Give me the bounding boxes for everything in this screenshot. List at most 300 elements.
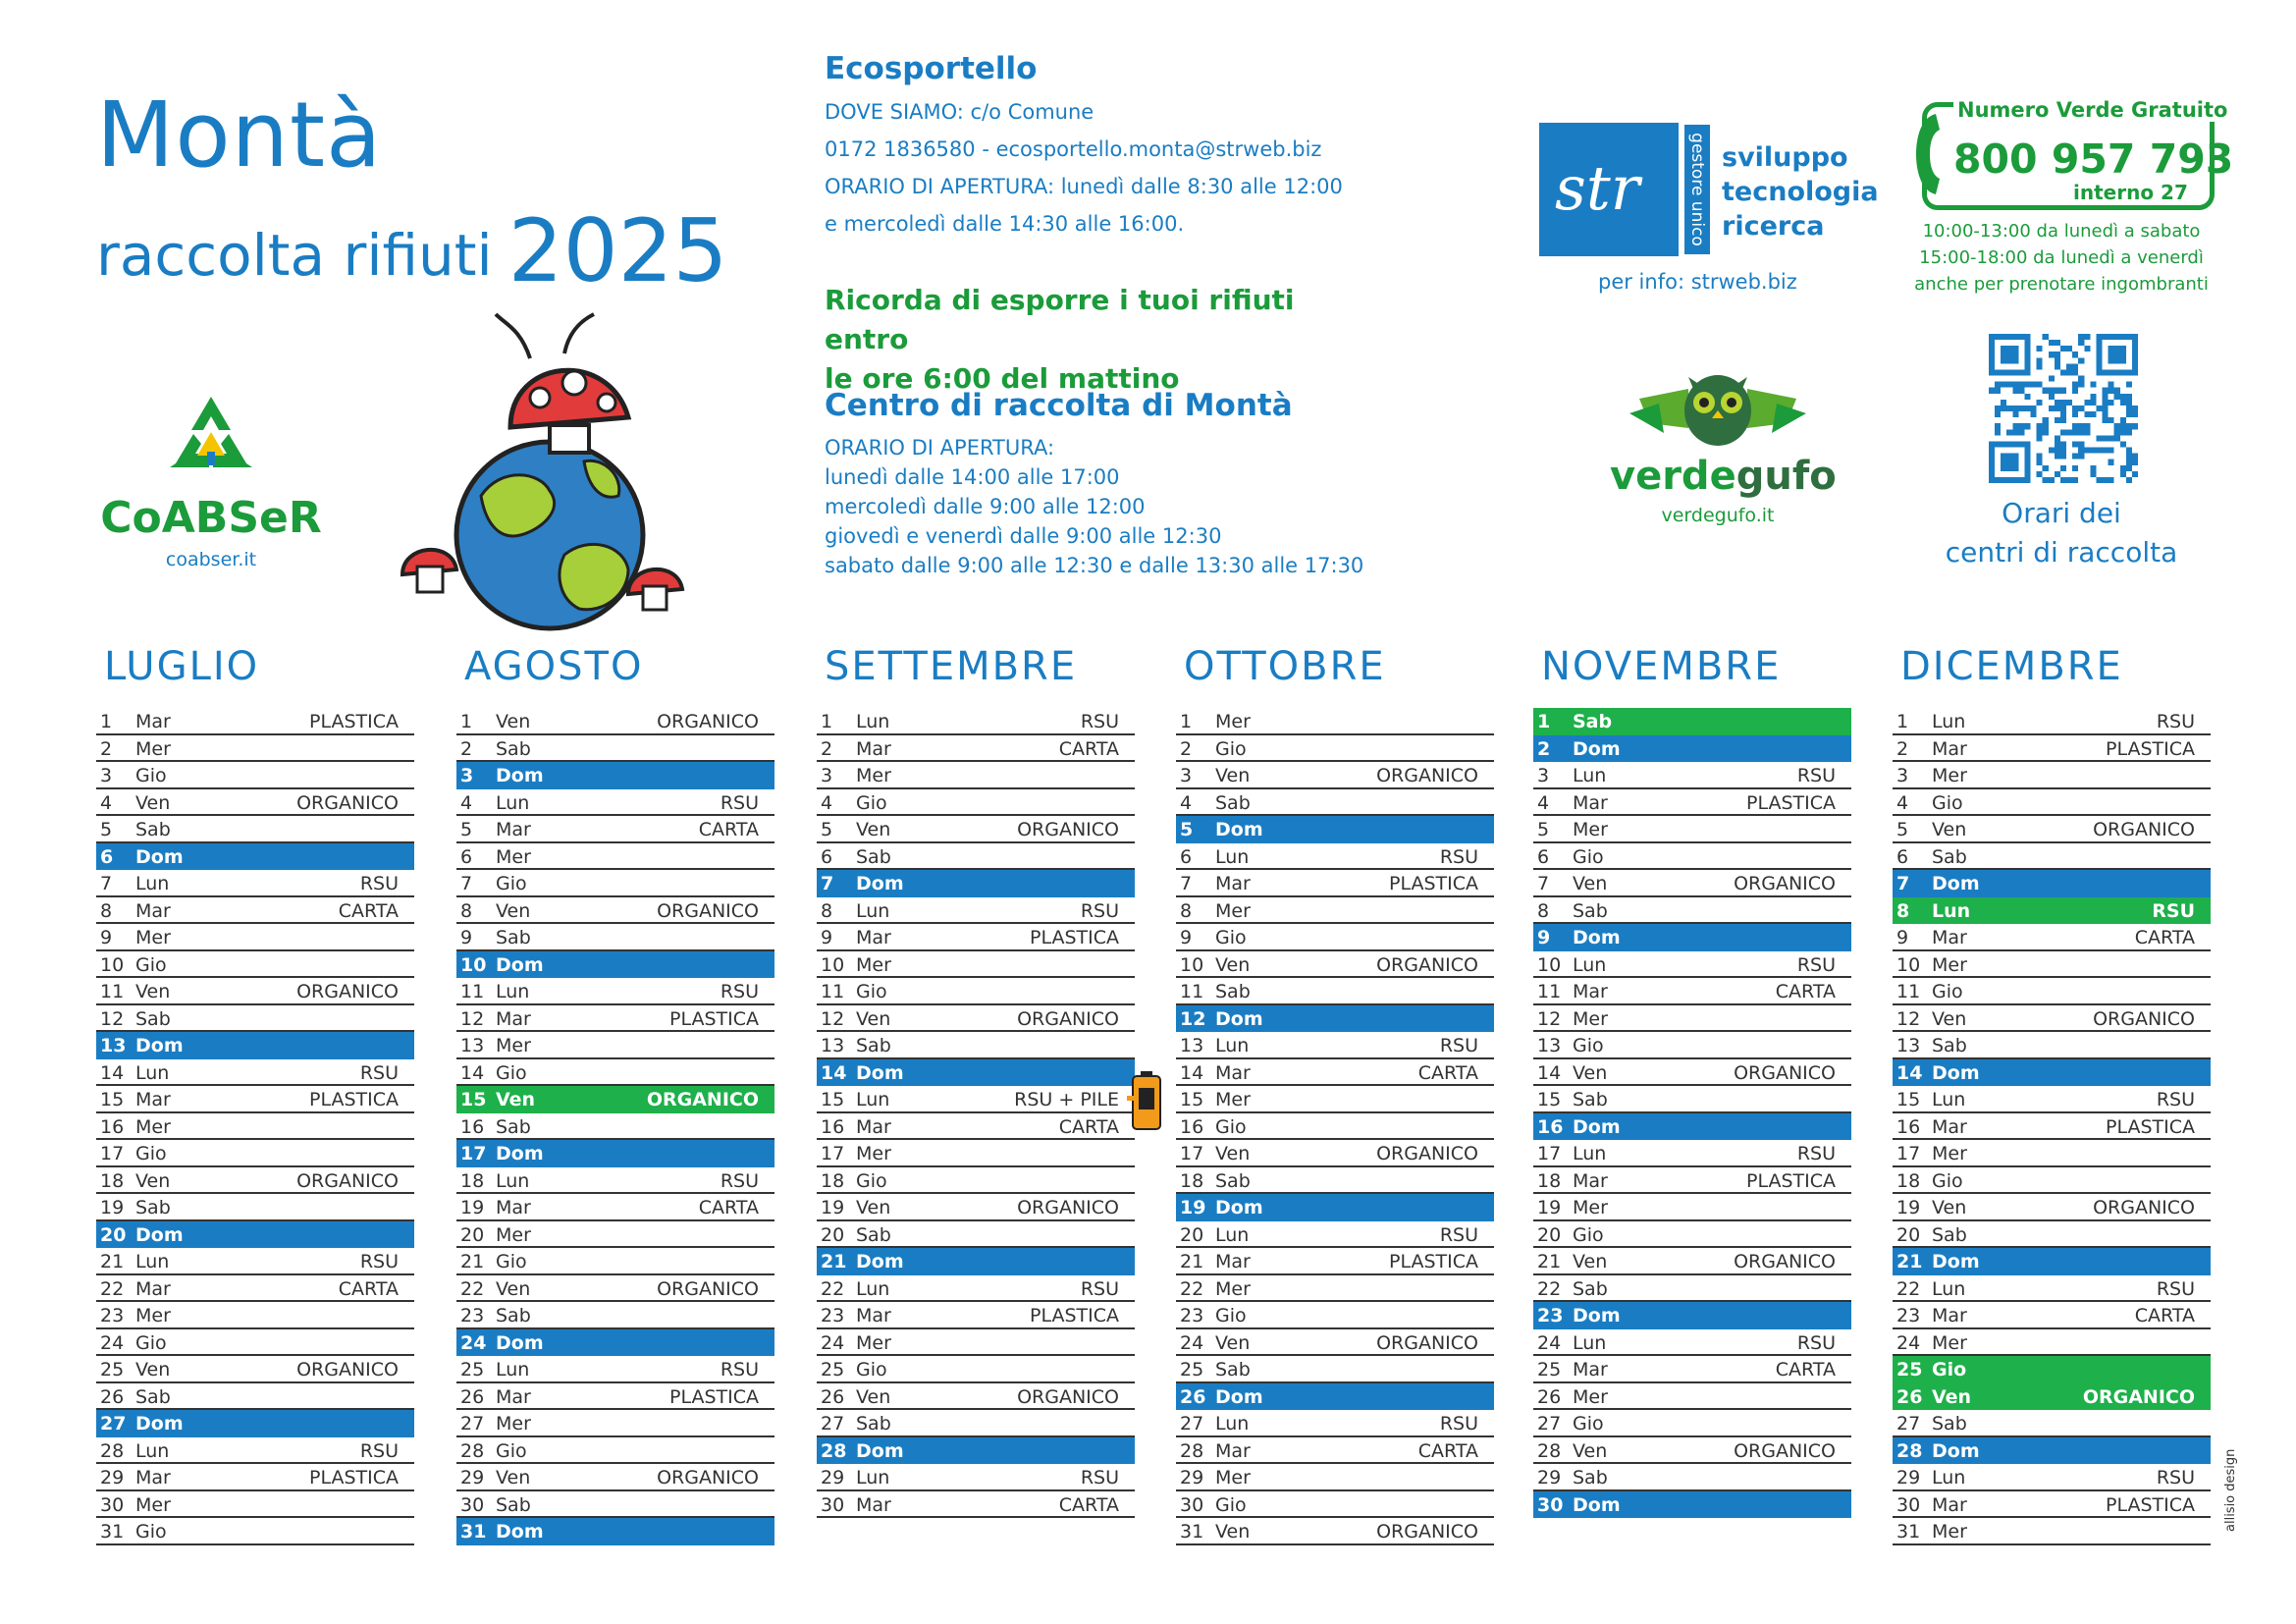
day-row (1176, 1302, 1494, 1329)
day-name: Mar (1215, 1439, 1251, 1462)
day-name: Ven (496, 1089, 536, 1110)
day-number: 1 (100, 711, 113, 732)
collection-type: ORGANICO (1017, 1197, 1119, 1218)
qr-module (2072, 454, 2078, 460)
day-name: Mer (1573, 1007, 1608, 1030)
day-row (96, 843, 414, 871)
qr-module (2090, 394, 2096, 400)
day-row (1533, 1437, 1851, 1465)
day-number: 21 (821, 1251, 847, 1272)
day-number: 3 (1180, 765, 1193, 786)
qr-module (2090, 382, 2096, 388)
qr-module (2103, 477, 2109, 483)
day-name: Mar (856, 927, 891, 948)
day-row (1176, 1329, 1494, 1357)
battery-icon (1127, 1070, 1166, 1133)
day-row (1893, 1437, 2211, 1465)
day-number: 19 (821, 1197, 845, 1218)
month-name: OTTOBRE (1184, 644, 1386, 689)
day-number: 9 (1537, 927, 1551, 948)
day-row (817, 1005, 1135, 1033)
qr-module (2109, 460, 2114, 465)
day-name: Mar (1215, 1061, 1251, 1084)
day-name: Dom (1932, 1251, 1980, 1272)
qr-module (2066, 429, 2072, 435)
day-number: 20 (1896, 1223, 1921, 1246)
day-row (456, 735, 774, 763)
day-row (817, 708, 1135, 735)
day-number: 4 (821, 791, 833, 814)
qr-module (2049, 352, 2055, 357)
day-name: Sab (1573, 711, 1613, 732)
day-row (1176, 1140, 1494, 1167)
day-name: Mer (1573, 1197, 1608, 1218)
str-word: ricerca (1722, 211, 1825, 242)
day-row (1176, 1491, 1494, 1519)
collection-type: RSU (1080, 899, 1119, 922)
day-number: 14 (460, 1061, 485, 1084)
day-name: Gio (496, 873, 527, 894)
day-name: Lun (856, 1467, 890, 1489)
day-number: 20 (460, 1223, 485, 1246)
qr-module (1995, 429, 2001, 435)
day-name: Mer (1932, 953, 1967, 976)
collection-type: RSU (1439, 1413, 1478, 1435)
day-number: 8 (100, 899, 113, 922)
day-row (1176, 1086, 1494, 1113)
day-name: Ven (1215, 765, 1251, 786)
day-row (96, 1356, 414, 1383)
day-name: Mar (135, 1467, 171, 1489)
day-row (817, 843, 1135, 871)
day-name: Dom (135, 1223, 184, 1246)
verdegufo-link[interactable]: verdegufo.it (1661, 505, 1775, 526)
day-number: 10 (1896, 953, 1921, 976)
day-name: Sab (1215, 981, 1251, 1002)
day-row (1533, 1059, 1851, 1087)
str-logo-box (1539, 123, 1679, 256)
day-name: Sab (1573, 899, 1608, 922)
qr-module (2084, 334, 2090, 340)
day-name: Dom (1215, 1197, 1263, 1218)
day-row (817, 762, 1135, 789)
day-name: Ven (1573, 1061, 1608, 1084)
day-name: Dom (1573, 1305, 1621, 1326)
day-number: 20 (100, 1223, 127, 1246)
qr-module (2055, 448, 2060, 454)
day-name: Lun (135, 1061, 170, 1084)
day-name: Lun (1573, 1331, 1607, 1354)
day-number: 21 (460, 1251, 485, 1272)
qr-label (1934, 494, 2189, 572)
collection-type: CARTA (1417, 1061, 1478, 1084)
day-row (1533, 951, 1851, 979)
day-number: 31 (100, 1521, 125, 1543)
day-name: Gio (135, 1521, 167, 1543)
day-name: Mer (496, 1223, 531, 1246)
day-row (456, 1113, 774, 1141)
qr-module (2072, 441, 2078, 447)
day-name: Ven (1932, 1197, 1967, 1218)
day-row (96, 1410, 414, 1437)
day-name: Lun (1215, 1413, 1250, 1435)
qr-module (2060, 388, 2066, 394)
qr-finder (2109, 346, 2126, 363)
qr-module (2126, 454, 2132, 460)
qr-module (2037, 357, 2043, 363)
day-row (96, 1032, 414, 1059)
collection-type: PLASTICA (2105, 1493, 2195, 1516)
day-row (817, 1194, 1135, 1221)
day-number: 29 (460, 1467, 485, 1489)
qr-finder (2001, 346, 2018, 363)
owl-icon (1620, 369, 1816, 448)
day-row (96, 1518, 414, 1545)
day-number: 3 (460, 765, 474, 786)
day-number: 24 (1896, 1331, 1921, 1354)
qr-module (2018, 382, 2024, 388)
day-number: 22 (821, 1277, 845, 1300)
qr-module (2012, 406, 2018, 411)
collection-type: ORGANICO (657, 1277, 759, 1300)
day-row (456, 1437, 774, 1465)
day-name: Sab (856, 845, 891, 868)
qr-module (2012, 388, 2018, 394)
qr-module (2060, 477, 2066, 483)
qr-module (2012, 382, 2018, 388)
day-row (1893, 1194, 2211, 1221)
day-row (456, 870, 774, 897)
qr-module (2018, 406, 2024, 411)
day-number: 18 (1537, 1169, 1562, 1192)
collection-type: RSU (359, 1061, 399, 1084)
day-row (1533, 1383, 1851, 1411)
day-number: 20 (821, 1223, 845, 1246)
collection-type: ORGANICO (296, 981, 399, 1002)
day-row (96, 1113, 414, 1141)
day-number: 28 (821, 1439, 847, 1462)
day-row (817, 1032, 1135, 1059)
qr-module (2132, 411, 2138, 417)
centro-hours-line: mercoledì dalle 9:00 alle 12:00 (825, 495, 1146, 518)
numero-verde-hours (1904, 218, 2218, 298)
qr-module (2055, 441, 2060, 447)
day-name: Gio (1215, 1493, 1247, 1516)
day-number: 5 (100, 819, 113, 840)
day-row (817, 1302, 1135, 1329)
collection-type: ORGANICO (296, 1359, 399, 1380)
day-name: Ven (1573, 873, 1608, 894)
day-row (1533, 1032, 1851, 1059)
day-number: 12 (1896, 1007, 1921, 1030)
day-number: 30 (1537, 1493, 1564, 1516)
day-row (1533, 1248, 1851, 1275)
day-name: Ven (1573, 1251, 1608, 1272)
day-number: 7 (460, 873, 473, 894)
day-row (456, 1194, 774, 1221)
day-name: Sab (1215, 791, 1251, 814)
collection-type: ORGANICO (1734, 1061, 1836, 1084)
collection-type: CARTA (698, 1197, 759, 1218)
qr-module (2078, 376, 2084, 382)
day-name: Dom (496, 1143, 544, 1164)
qr-module (2055, 406, 2060, 411)
collection-type: ORGANICO (2093, 1007, 2195, 1030)
day-row (96, 1248, 414, 1275)
day-number: 1 (460, 711, 473, 732)
qr-module (2055, 388, 2060, 394)
qr-module (2055, 400, 2060, 406)
day-row (817, 1329, 1135, 1357)
qr-module (2060, 454, 2066, 460)
day-row (96, 1059, 414, 1087)
day-number: 11 (460, 981, 485, 1002)
day-name: Gio (1215, 927, 1247, 948)
verdegufo-name (1610, 454, 1837, 499)
day-row (96, 708, 414, 735)
ecosportello-contact[interactable]: 0172 1836580 - ecosportello.monta@strweb.biz (825, 137, 1322, 161)
day-row (96, 762, 414, 789)
collection-type: PLASTICA (308, 1089, 399, 1110)
day-row (96, 1383, 414, 1411)
day-name: Dom (1932, 1439, 1980, 1462)
day-number: 21 (1180, 1251, 1204, 1272)
day-number: 31 (460, 1521, 487, 1543)
day-row (96, 1275, 414, 1303)
qr-module (2043, 423, 2049, 429)
day-name: Mar (135, 899, 171, 922)
day-name: Gio (496, 1439, 527, 1462)
day-row (1533, 1005, 1851, 1033)
day-number: 3 (1896, 765, 1909, 786)
day-number: 13 (460, 1035, 485, 1056)
qr-module (2126, 448, 2132, 454)
day-name: Ven (135, 1359, 171, 1380)
day-name: Gio (135, 1331, 167, 1354)
day-name: Dom (1215, 819, 1263, 840)
collection-type: ORGANICO (1734, 1439, 1836, 1462)
qr-module (2126, 394, 2132, 400)
day-number: 10 (821, 953, 845, 976)
day-row (1533, 1329, 1851, 1357)
day-name: Ven (856, 1385, 891, 1408)
day-number: 15 (1896, 1089, 1921, 1110)
day-number: 2 (460, 737, 473, 760)
qr-module (2043, 429, 2049, 435)
day-row (1893, 1518, 2211, 1545)
day-row (1176, 1005, 1494, 1033)
day-number: 5 (1180, 819, 1194, 840)
day-name: Gio (135, 1143, 167, 1164)
verdegufo-logo (1610, 369, 1837, 526)
day-row (456, 1329, 774, 1357)
qr-module (2037, 435, 2043, 441)
day-number: 22 (1537, 1277, 1562, 1300)
day-row (1176, 1437, 1494, 1465)
qr-module (2090, 465, 2096, 471)
day-name: Lun (1215, 1035, 1250, 1056)
qr-module (2060, 417, 2066, 423)
day-number: 15 (1180, 1089, 1204, 1110)
collection-type: RSU (1439, 1035, 1478, 1056)
day-row (1533, 843, 1851, 871)
qr-module (2126, 400, 2132, 406)
collection-type: RSU (720, 791, 759, 814)
qr-module (2109, 400, 2114, 406)
collection-type: PLASTICA (1029, 1305, 1119, 1326)
collection-type: ORGANICO (296, 1169, 399, 1192)
day-name: Mer (1215, 1089, 1251, 1110)
subtitle (96, 200, 728, 301)
qr-label-line: Orari dei (2002, 497, 2121, 529)
day-row (1176, 1113, 1494, 1141)
str-word: sviluppo (1722, 142, 1848, 173)
day-number: 15 (100, 1089, 125, 1110)
qr-module (2072, 352, 2078, 357)
reminder-line-2: le ore 6:00 del mattino (825, 362, 1180, 395)
qr-module (2043, 417, 2049, 423)
collection-type: RSU (359, 1251, 399, 1272)
day-row (456, 1275, 774, 1303)
qr-label-line: centri di raccolta (1945, 536, 2178, 568)
day-row (456, 1221, 774, 1249)
day-row (1893, 870, 2211, 897)
day-name: Ven (1932, 1007, 1967, 1030)
day-name: Sab (496, 737, 531, 760)
qr-module (2109, 382, 2114, 388)
day-name: Ven (496, 899, 531, 922)
day-number: 16 (1896, 1115, 1921, 1138)
day-row (817, 1113, 1135, 1141)
str-info-link[interactable]: per info: strweb.biz (1598, 270, 1797, 294)
day-number: 12 (100, 1007, 125, 1030)
qr-module (2037, 363, 2043, 369)
ecosportello-info (825, 51, 1453, 236)
nv-hours-line: anche per prenotare ingombranti (1914, 274, 2209, 295)
qr-module (2109, 448, 2114, 454)
day-number: 19 (1180, 1197, 1206, 1218)
day-name: Gio (856, 981, 887, 1002)
day-row (1176, 924, 1494, 951)
day-name: Dom (1573, 1493, 1621, 1516)
day-number: 24 (821, 1331, 845, 1354)
day-row (1176, 1248, 1494, 1275)
day-name: Lun (856, 1277, 890, 1300)
qr-module (2043, 388, 2049, 394)
collection-type: ORGANICO (1734, 873, 1836, 894)
day-row (1893, 1140, 2211, 1167)
day-name: Ven (1215, 1331, 1251, 1354)
day-name: Gio (1932, 791, 1963, 814)
day-row (1893, 951, 2211, 979)
day-name: Sab (856, 1413, 891, 1435)
collection-type: RSU (1080, 1277, 1119, 1300)
day-row (96, 1005, 414, 1033)
day-name: Sab (496, 927, 531, 948)
day-name: Mer (135, 927, 171, 948)
day-row (96, 870, 414, 897)
day-number: 16 (100, 1115, 125, 1138)
day-number: 18 (821, 1169, 845, 1192)
collection-type: ORGANICO (646, 1089, 759, 1110)
collection-type: ORGANICO (1376, 1331, 1478, 1354)
day-name: Mer (135, 1115, 171, 1138)
day-name: Lun (496, 981, 530, 1002)
qr-module (2114, 435, 2120, 441)
day-row (817, 735, 1135, 763)
day-row (456, 1356, 774, 1383)
month-name: NOVEMBRE (1541, 644, 1782, 689)
centro-raccolta-info (825, 388, 1453, 580)
day-name: Gio (135, 953, 167, 976)
day-number: 17 (1537, 1143, 1562, 1164)
day-row (456, 1005, 774, 1033)
day-number: 14 (1537, 1061, 1562, 1084)
day-row (456, 1167, 774, 1195)
qr-module (2018, 429, 2024, 435)
day-name: Lun (1932, 1467, 1966, 1489)
day-name: Mar (135, 711, 171, 732)
day-name: Mar (1215, 1251, 1251, 1272)
qr-module (2078, 423, 2084, 429)
qr-module (2126, 429, 2132, 435)
day-number: 3 (1537, 765, 1550, 786)
str-vertical-band (1684, 125, 1710, 254)
day-name: Mer (1932, 1521, 1967, 1543)
day-number: 28 (1537, 1439, 1562, 1462)
day-number: 14 (1180, 1061, 1204, 1084)
qr-module (2103, 448, 2109, 454)
day-name: Mar (856, 1493, 891, 1516)
day-row (817, 1086, 1135, 1113)
day-number: 2 (1537, 737, 1551, 760)
qr-code[interactable] (1989, 334, 2138, 483)
qr-module (2060, 448, 2066, 454)
day-number: 28 (460, 1439, 485, 1462)
day-number: 27 (1180, 1413, 1204, 1435)
day-number: 9 (100, 927, 113, 948)
reminder-text (825, 281, 1374, 399)
collection-type: ORGANICO (2093, 1197, 2195, 1218)
day-row (96, 1167, 414, 1195)
day-row (1533, 1086, 1851, 1113)
qr-module (2018, 388, 2024, 394)
day-number: 25 (100, 1359, 125, 1380)
qr-module (2096, 406, 2102, 411)
day-name: Gio (1215, 1305, 1247, 1326)
day-name: Lun (1573, 953, 1607, 976)
day-name: Ven (135, 1169, 171, 1192)
day-number: 11 (1180, 981, 1204, 1002)
numero-verde-number[interactable]: 800 957 793 (1953, 135, 2234, 183)
qr-module (2103, 411, 2109, 417)
qr-module (2012, 423, 2018, 429)
coabser-link[interactable]: coabser.it (165, 549, 257, 570)
collection-type: RSU (2156, 1277, 2195, 1300)
collection-type: RSU (720, 1169, 759, 1192)
day-name: Dom (1573, 927, 1621, 948)
day-number: 3 (821, 765, 833, 786)
qr-module (2060, 429, 2066, 435)
day-row (817, 897, 1135, 925)
str-tagline (1722, 140, 1879, 244)
qr-module (2072, 369, 2078, 375)
day-name: Sab (1932, 1223, 1967, 1246)
day-name: Sab (135, 819, 171, 840)
day-number: 30 (100, 1493, 125, 1516)
collection-type: ORGANICO (2093, 819, 2195, 840)
day-name: Lun (1215, 845, 1250, 868)
